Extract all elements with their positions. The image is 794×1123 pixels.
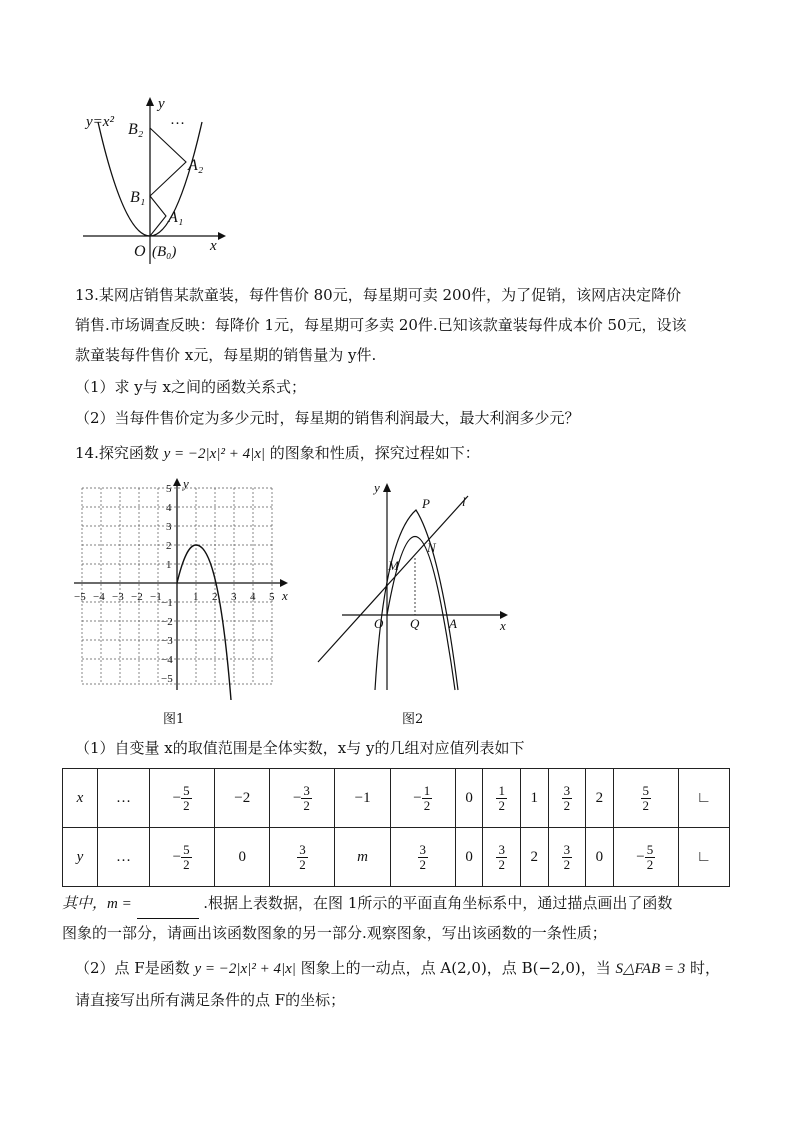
fig1-xtick: −3 [112,591,124,603]
table-cell: 2 [520,828,548,887]
fig2-caption: 图2 [402,712,424,727]
fig2-label-y: y [374,480,380,495]
table-cell: 1 [520,769,548,828]
table-cell: $\frac{3}{2}$ [483,828,520,887]
fig2-label-A: A [449,616,457,631]
q14-intro [75,438,725,469]
figure-2 [312,478,517,693]
fig1-y-ticks [161,483,173,685]
table-cell: − $\frac{3}{2}$ [270,769,335,828]
fig1-ytick: −4 [161,654,173,666]
label-a1: A₁ [168,209,184,226]
fig1-x-ticks [74,591,275,603]
table-cell: − $\frac{5}{2}$ [613,828,678,887]
fig1-y-arrow [173,478,181,486]
after-table-pre: 其中，m = [62,896,132,912]
table-cell: ∟ [678,828,729,887]
label-origin: O [134,243,146,260]
x-axis-arrow [218,232,226,240]
q14-part2-line1 [75,953,735,984]
after-table-line2: 图象的一部分，请画出该函数图象的另一部分.观察图象，写出该函数的一条性质； [62,924,607,942]
fig1-xtick: −1 [150,591,162,603]
x-label: x [210,238,217,254]
y-axis-arrow [146,97,154,106]
table-cell: 2 [586,769,614,828]
q14-part2-line2: 请直接写出所有满足条件的点 F的坐标； [75,991,346,1009]
fig1-ytick: −1 [161,597,173,609]
table-cell: m [335,828,390,887]
fig1-xtick: −2 [131,591,143,603]
after-table-post: .根据上表数据，在图 1所示的平面直角坐标系中，通过描点画出了函数 [203,894,673,912]
fig1-ytick: 2 [166,540,172,552]
fig2-label-N: N [427,540,436,555]
fig1-ytick: 4 [166,502,172,514]
fig1-y-label: y [183,478,189,491]
fig1-xtick: −4 [93,591,105,603]
fig1-ytick: 3 [166,521,172,533]
q13-line1: 13.某网店销售某款童装，每件售价 80元，每星期可卖 200件，为了促销，该网店决定降价 [75,286,682,304]
table-cell: $\frac{3}{2}$ [270,828,335,887]
fig1-xtick: 1 [193,591,199,603]
fig2-y-arrow [383,483,391,492]
fig1-curve [177,545,231,700]
table-cell: $\frac{3}{2}$ [548,769,585,828]
q13-part2: （2）当每件售价定为多少元时，每星期的销售利润最大，最大利润多少元？ [75,409,580,427]
table-cell: $\frac{3}{2}$ [390,828,455,887]
table-cell: ∟ [678,769,729,828]
label-b0: (B₀) [152,244,177,260]
value-table [62,768,730,887]
table-header-x: x [63,769,98,828]
fig1-x-label: x [282,588,288,603]
fig1-ytick: 5 [166,483,172,495]
fig1-xtick: 5 [269,591,275,603]
table-header-y: y [63,828,98,887]
q13-line3: 款童装每件售价 x元，每星期的销售量为 y件. [75,346,377,364]
fig2-label-l: l [462,494,466,509]
func-label: y=x² [86,114,114,130]
q14-part1-intro: （1）自变量 x的取值范围是全体实数，x与 y的几组对应值列表如下 [75,739,525,757]
table-cell: − $\frac{5}{2}$ [150,769,215,828]
table-cell: 0 [455,828,483,887]
figure-1 [70,478,300,703]
fig1-xtick: 2 [212,591,218,603]
q14-intro-post: 的图象和性质，探究过程如下： [269,444,480,462]
fig2-label-Q: Q [410,616,420,631]
table-cell: $\frac{5}{2}$ [613,769,678,828]
part2-b: 图象上的一动点，点 A(2,0)，点 B(−2,0)，当 [300,959,611,977]
part2-c: 时， [690,959,721,977]
after-table-line1 [62,888,732,919]
fig2-label-O: O [374,616,384,631]
part2-a: （2）点 F是函数 [75,959,190,977]
fig1-ytick: −3 [161,635,173,647]
q13-part1: （1）求 y与 x之间的函数关系式； [75,378,307,396]
fig1-ytick: −5 [161,673,173,685]
ellipsis: … [170,112,185,128]
fig1-caption: 图1 [163,712,185,727]
y-label: y [158,96,165,112]
table-row-y [63,828,730,887]
parabola-figure [78,92,238,272]
table-cell: $\frac{3}{2}$ [548,828,585,887]
table-cell: … [98,769,150,828]
fig1-ytick: −2 [161,616,173,628]
label-a2: A₂ [188,157,204,174]
fig1-xtick: −5 [74,591,86,603]
part2-func: y = −2|x|² + 4|x| [194,961,296,977]
q14-intro-pre: 14.探究函数 [75,444,159,462]
label-b1: B₁ [130,189,146,206]
table-cell: − $\frac{5}{2}$ [150,828,215,887]
fig2-label-x: x [500,618,506,633]
table-cell: − $\frac{1}{2}$ [390,769,455,828]
table-cell: … [98,828,150,887]
fig2-line-l [318,496,468,662]
fig1-ytick: 1 [166,559,172,571]
fig1-x-arrow [280,579,288,587]
q14-func: y = −2|x|² + 4|x| [163,446,265,462]
part2-area: S△FAB = 3 [615,961,686,977]
label-b2: B₂ [128,121,144,138]
table-cell: 0 [455,769,483,828]
fig1-xtick: 3 [231,591,237,603]
fig2-label-M: M [388,558,399,573]
table-cell: 0 [215,828,270,887]
fig1-xtick: 4 [250,591,256,603]
table-cell: $\frac{1}{2}$ [483,769,520,828]
table-row-x [63,769,730,828]
q13-line2: 销售.市场调查反映：每降价 1元，每星期可多卖 20件.已知该款童装每件成本价 50元，设该 [75,316,687,334]
table-cell: −1 [335,769,390,828]
answer-blank[interactable] [137,902,199,919]
fig2-label-P: P [422,496,430,511]
table-cell: 0 [586,828,614,887]
table-cell: −2 [215,769,270,828]
